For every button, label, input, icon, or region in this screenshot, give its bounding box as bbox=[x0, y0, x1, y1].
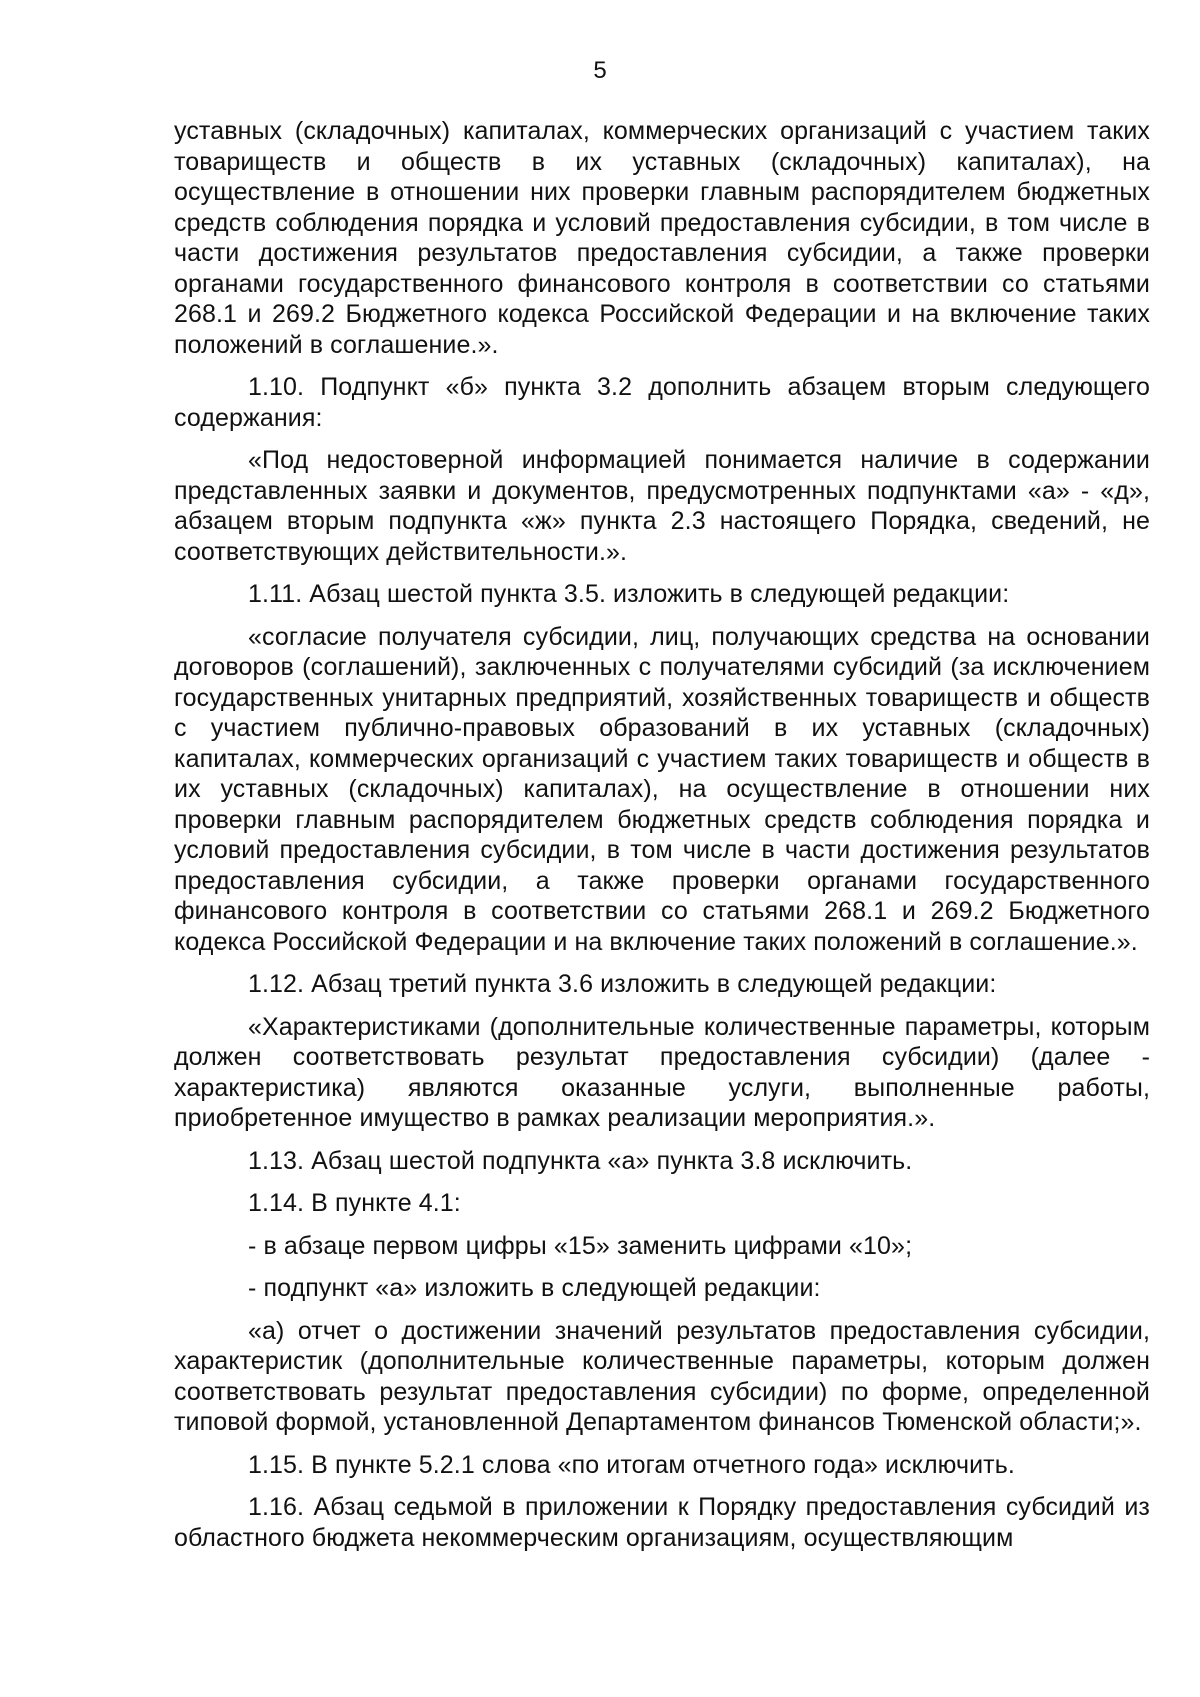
paragraph-1-13: 1.13. Абзац шестой подпункта «а» пункта 3.8 исключить. bbox=[248, 1146, 913, 1175]
paragraph-1-11: 1.11. Абзац шестой пункта 3.5. изложить в следующей редакции: bbox=[248, 580, 1010, 608]
paragraph-1-14-item-1: - в абзаце первом цифры «15» заменить цифрами «10»; bbox=[248, 1231, 913, 1260]
paragraph-quote-report: «а) отчет о достижении значений результатов предоставления субсидии, характеристик (дополнительные количественные параметры, которым должен соответствовать результат предоставления субсидии) по форме, определенной типовой формой, установленной Департаментом финансов Тюменской области;». bbox=[174, 1316, 1150, 1436]
paragraph-quote-consent: «согласие получателя субсидии, лиц, получающих средства на основании договоров (соглашений), заключенных с получателями субсидий (за исключением государственных унитарных предприятий, хозяйственных товариществ и обществ с участием публично-правовых образований в их уставных (складочных) капиталах, коммерческих организаций с участием таких товариществ и обществ в их уставных (складочных) капиталах), на осуществление в отношении них проверки главным распорядителем бюджетных средств соблюдения порядка и условий предоставления субсидии, в том числе в части достижения результатов предоставления субсидии, а также проверки органами государственного финансового контроля в соответствии со статьями 268.1 и 269.2 Бюджетного кодекса Российской Федерации и на включение таких положений в соглашение.». bbox=[174, 622, 1150, 956]
paragraph-1-12: 1.12. Абзац третий пункта 3.6 изложить в следующей редакции: bbox=[248, 970, 997, 998]
paragraph-1-14: 1.14. В пункте 4.1: bbox=[248, 1189, 461, 1217]
paragraph-quote-characteristics: «Характеристиками (дополнительные количественные параметры, которым должен соответствовать результат предоставления субсидии) (далее - характеристика) являются оказанные услуги, выполненные работы, приобретенное имущество в рамках реализации мероприятия.». bbox=[174, 1012, 1150, 1132]
page-number: 5 bbox=[593, 57, 607, 84]
paragraph-1-10: 1.10. Подпункт «б» пункта 3.2 дополнить абзацем вторым следующего содержания: bbox=[174, 373, 1150, 432]
paragraph-quote-unreliable-info: «Под недостоверной информацией понимается наличие в содержании представленных заявки и документов, предусмотренных подпунктами «а» - «д», абзацем вторым подпункта «ж» пункта 2.3 настоящего Порядка, сведений, не соответствующих действительности.». bbox=[174, 446, 1150, 566]
paragraph-1-15: 1.15. В пункте 5.2.1 слова «по итогам отчетного года» исключить. bbox=[248, 1450, 1015, 1479]
paragraph-1-14-item-2: - подпункт «а» изложить в следующей редакции: bbox=[248, 1274, 821, 1302]
paragraph-1-16: 1.16. Абзац седьмой в приложении к Порядку предоставления субсидий из областного бюджета некоммерческим организациям, осуществляющим bbox=[174, 1493, 1150, 1552]
document-body bbox=[174, 116, 1150, 1553]
paragraph-continuation: уставных (складочных) капиталах, коммерческих организаций с участием таких товариществ и обществ в их уставных (складочных) капиталах), на осуществление в отношении них проверки главным распорядителем бюджетных средств соблюдения порядка и условий предоставления субсидии, в том числе в части достижения результатов предоставления субсидии, а также проверки органами государственного финансового контроля в соответствии со статьями 268.1 и 269.2 Бюджетного кодекса Российской Федерации и на включение таких положений в соглашение.». bbox=[174, 117, 1150, 359]
